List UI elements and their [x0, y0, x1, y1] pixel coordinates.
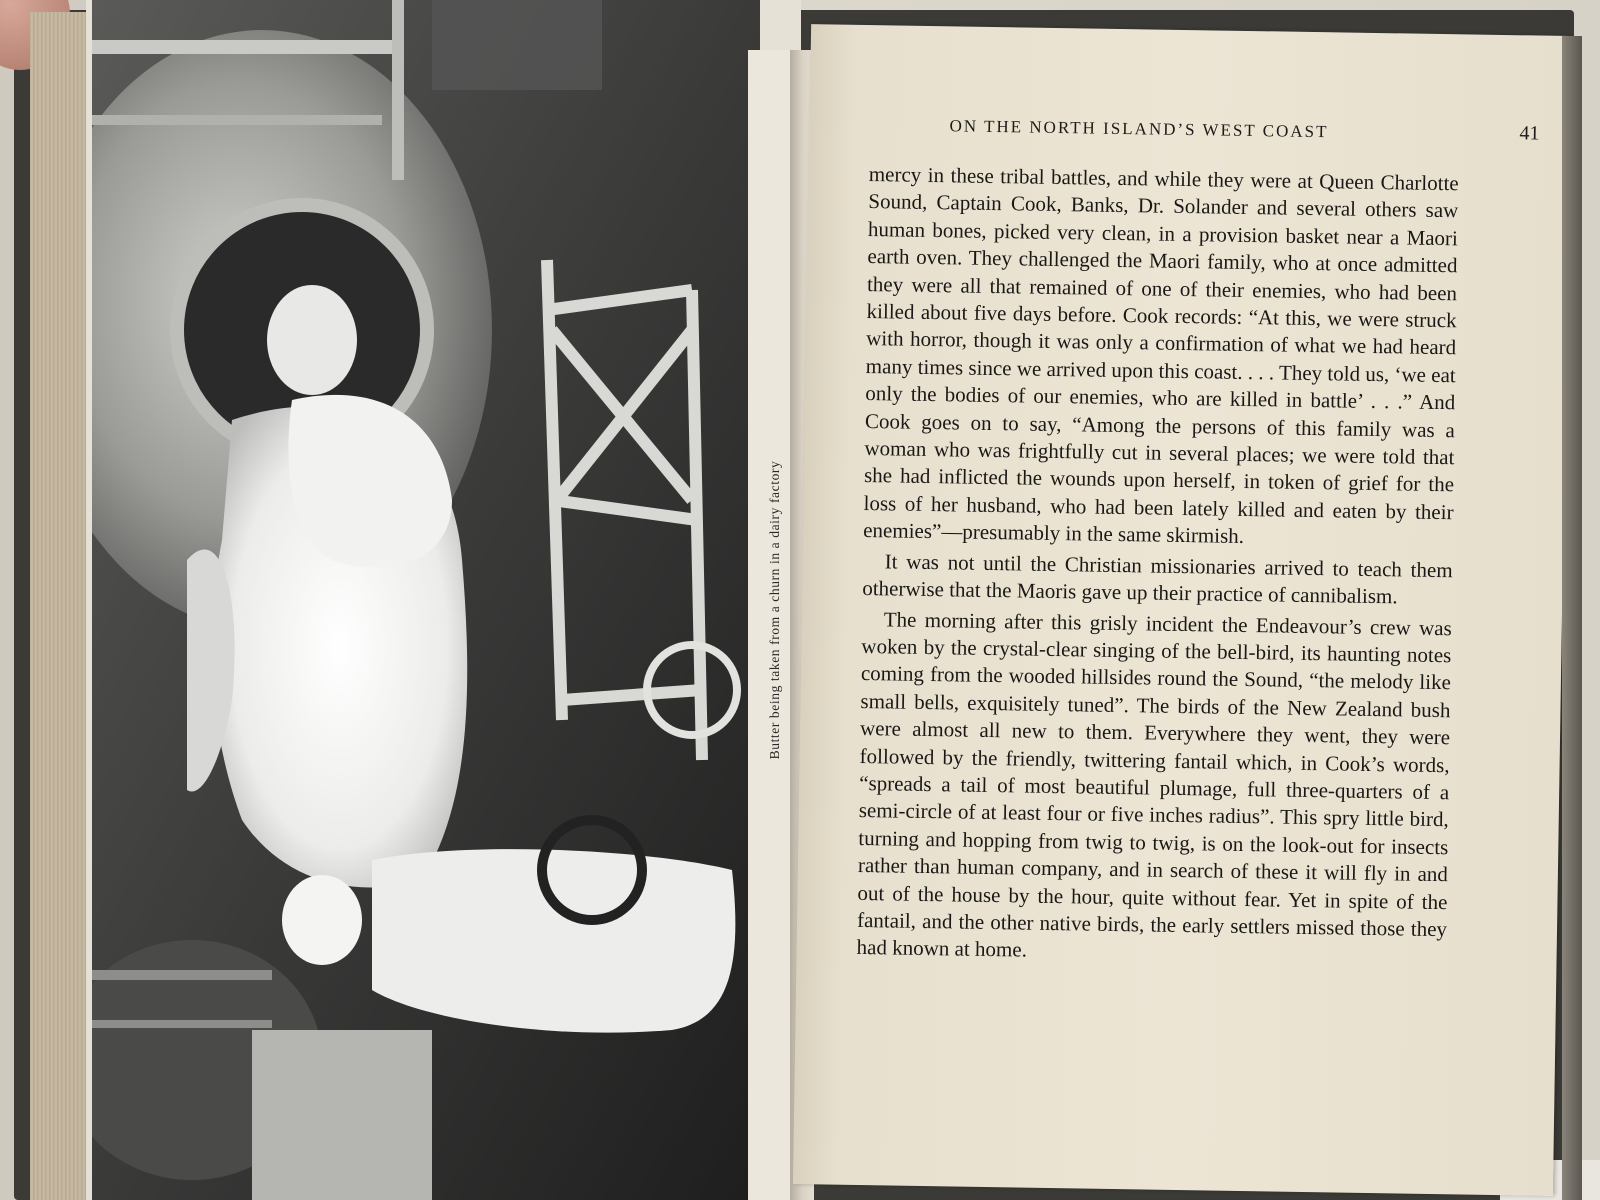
page-edges — [30, 12, 90, 1200]
butter-churn-photo — [92, 0, 760, 1200]
page-number: 41 — [1519, 122, 1540, 145]
body-text — [856, 161, 1459, 971]
paragraph: mercy in these tribal battles, and while they were at Queen Charlotte Sound, Captain Cook, Banks, Dr. Solander and several others saw human bones, picked very clean, in a provision basket near a Maori earth oven. They challenged the Maori family, who at once admitted they were all that remained of one of their enemies, who had been killed about five days before. Cook records: “At this, we were struck with horror, though it was only a confirmation of what we had heard many times since we arrived upon this coast. . . . They told us, ‘we eat only the bodies of our enemies, who are killed in battle’ . . .” And Cook goes on to say, “Among the persons of this family was a woman who was frightfully cut in several places; we were told that she had inflicted the wounds upon herself, in token of grief for the loss of her husband, who had been lately killed and eaten by their enemies”—presumably in the same skirmish. — [863, 162, 1459, 549]
paragraph: The morning after this grisly incident the Endeavour’s crew was woken by the crystal-clear singing of the bell-bird, its haunting notes coming from the wooded hillsides round the Sound, “the melody like small bells, exquisitely tuned”. The birds of the New Zealand bush were almost all new to them. Everywhere they went, they were followed by the friendly, twittering fantail which, in Cook’s words, “spreads a tail of most beautiful plumage, full three-quarters of a semi-circle of at least four or five inches radius”. This spry little bird, turning and hopping from twig to twig, is on the look-out for insects rather than human company, and in search of these it will fly in and out of the house by the hour, quite without fear. Yet in spite of the fantail, and the other native birds, the early settlers missed those they had known at home. — [856, 606, 1452, 962]
photo-caption: Butter being taken from a churn in a dairy factory — [767, 460, 782, 760]
running-head-title: ON THE NORTH ISLAND’S WEST COAST — [949, 116, 1329, 142]
photo-illustration — [92, 0, 760, 1200]
paragraph: It was not until the Christian missionaries arrived to teach them otherwise that the Maoris gave up their practice of cannibalism. — [862, 549, 1453, 609]
book-cover-edge — [1562, 36, 1582, 1200]
running-head — [949, 116, 1540, 145]
right-page — [793, 24, 1571, 1196]
